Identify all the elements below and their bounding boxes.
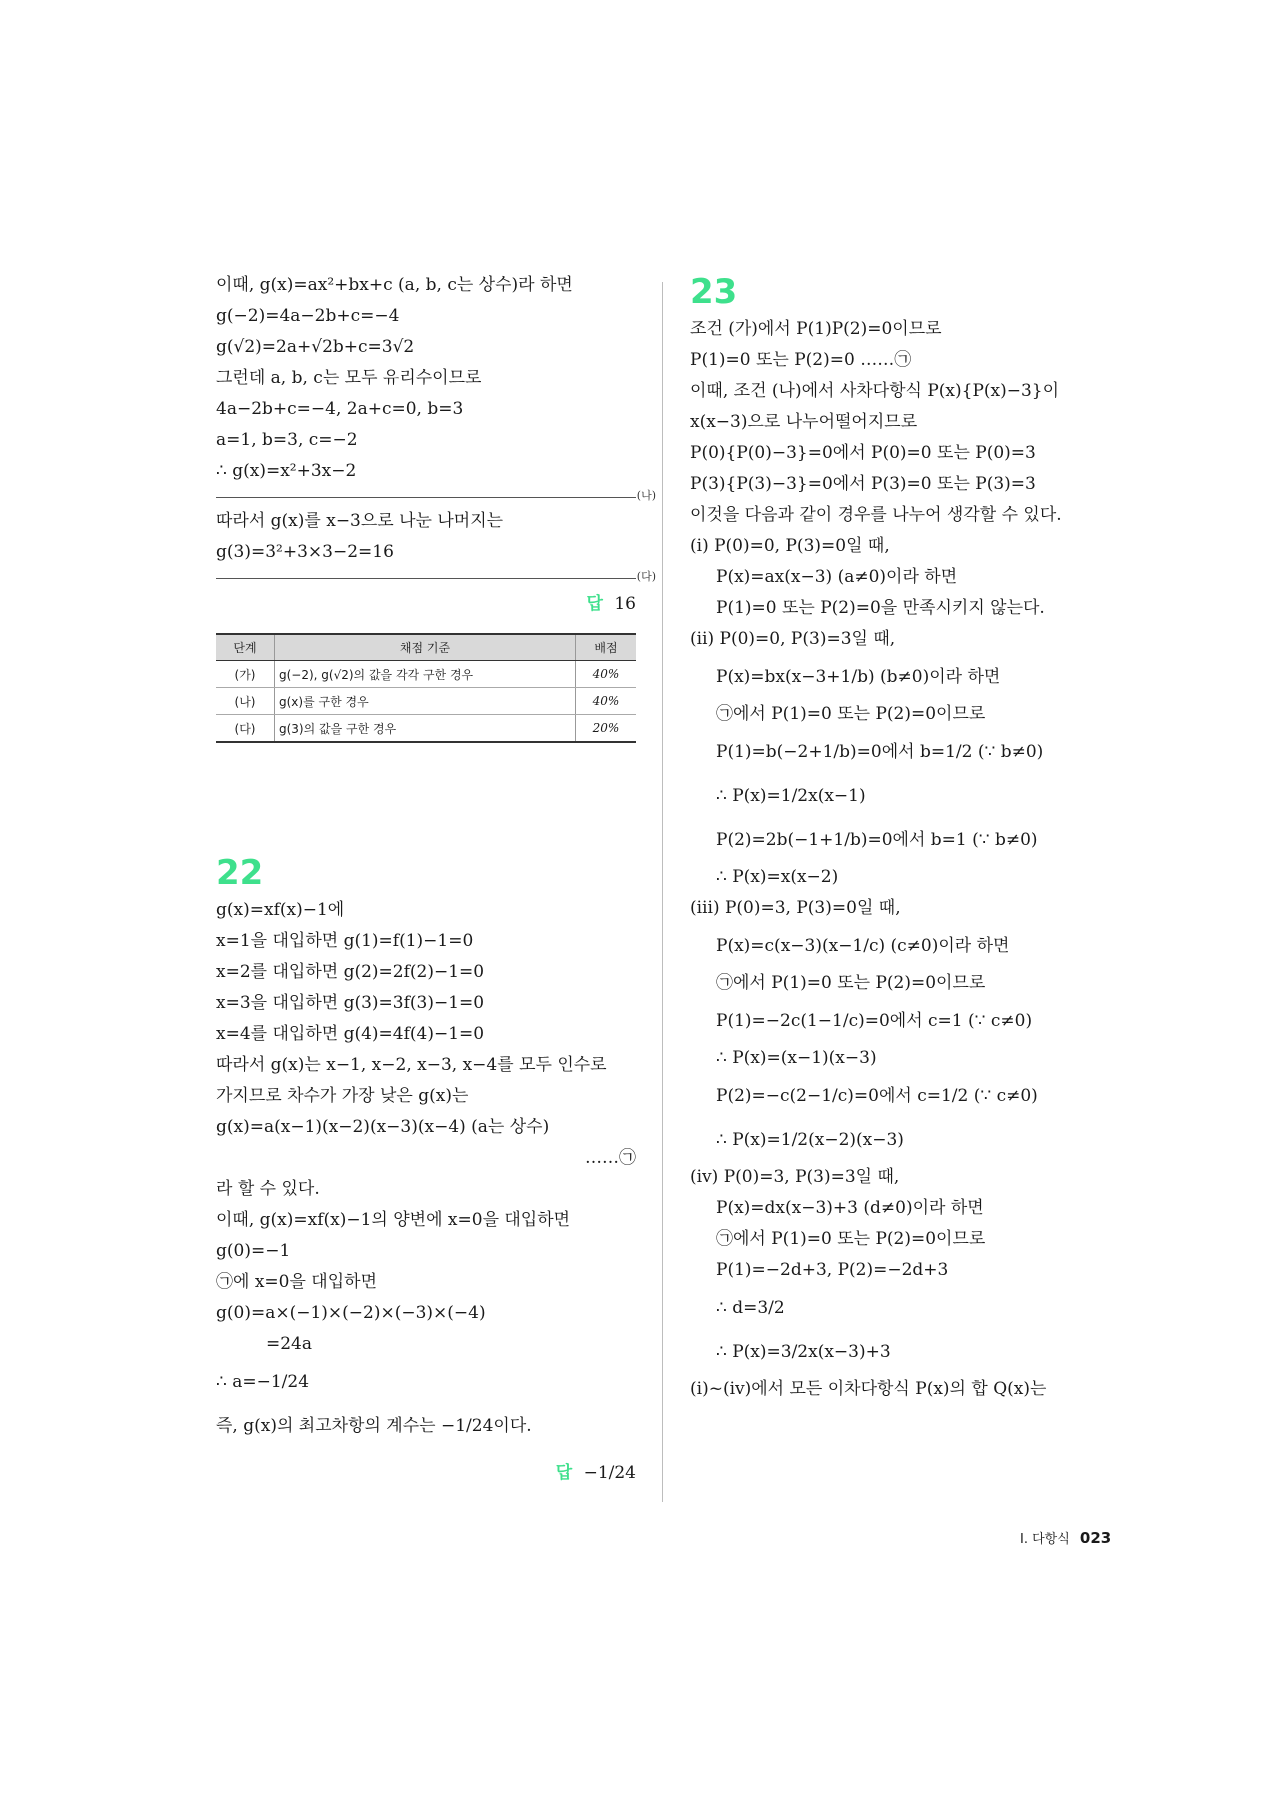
answer-label: 답 [555,1463,573,1483]
text-line: x=1을 대입하면 g(1)=f(1)−1=0 [216,931,474,951]
page-footer [1020,1528,1111,1547]
text-line: P(x)=c(x−3)(x−1/c) (c≠0)이라 하면 [716,936,1010,956]
text-line: ∴ d=3/2 [716,1298,785,1318]
text-line: ㉠에 x=0을 대입하면 [216,1272,377,1292]
text-line: 그런데 a, b, c는 모두 유리수이므로 [216,368,482,388]
table-cell: 40% [576,688,637,715]
text-line: ∴ P(x)=3/2x(x−3)+3 [716,1342,891,1362]
text-line: ∴ P(x)=x(x−2) [716,867,839,887]
text-line: P(1)=b(−2+1/b)=0에서 b=1/2 (∵ b≠0) [716,742,1044,762]
table-cell: (나) [216,688,275,715]
answer-22 [216,1456,636,1490]
text-line: x=4를 대입하면 g(4)=4f(4)−1=0 [216,1024,485,1044]
text-line: =24a [266,1334,313,1354]
table-header: 채점 기준 [275,634,576,661]
table-cell: (다) [216,715,275,743]
text-line: P(2)=−c(2−1/c)=0에서 c=1/2 (∵ c≠0) [716,1086,1038,1106]
left-column [216,270,656,1490]
text-line: (ⅰ)~(ⅳ)에서 모든 이차다항식 P(x)의 합 Q(x)는 [690,1379,1047,1399]
text-line: P(3){P(3)−3}=0에서 P(3)=0 또는 P(3)=3 [690,474,1036,494]
text-line: g(3)=3²+3×3−2=16 [216,542,394,562]
text-line: P(1)=0 또는 P(2)=0을 만족시키지 않는다. [716,598,1045,618]
text-line: P(1)=−2c(1−1/c)=0에서 c=1 (∵ c≠0) [716,1011,1033,1031]
problem-number: 23 [690,272,738,312]
text-line: ㉠에서 P(1)=0 또는 P(2)=0이므로 [716,1229,986,1249]
table-cell: (가) [216,661,275,688]
text-line: ㉠에서 P(1)=0 또는 P(2)=0이므로 [716,704,986,724]
text-line: g(0)=−1 [216,1241,291,1261]
column-divider [662,282,663,1502]
text-line: x=2를 대입하면 g(2)=2f(2)−1=0 [216,962,485,982]
text-line: 가지므로 차수가 가장 낮은 g(x)는 [216,1086,469,1106]
text-line: P(0){P(0)−3}=0에서 P(0)=0 또는 P(0)=3 [690,443,1036,463]
table-header: 단계 [216,634,275,661]
text-line: ∴ g(x)=x²+3x−2 [216,461,357,481]
problem-number: 22 [216,853,264,893]
text-line: g(−2)=4a−2b+c=−4 [216,306,400,326]
answer-21 [216,587,636,621]
table-cell: g(x)를 구한 경우 [275,688,576,715]
table-row [216,661,636,688]
text-line: a=1, b=3, c=−2 [216,430,358,450]
text-line: 조건 (가)에서 P(1)P(2)=0이므로 [690,319,942,339]
table-header: 배점 [576,634,637,661]
step-mark: (나) [636,489,656,502]
case-heading: (ⅱ) P(0)=0, P(3)=3일 때, [690,629,896,649]
text-line: ∴ P(x)=1/2(x−2)(x−3) [716,1130,904,1150]
table-row [216,688,636,715]
text-line: 라 할 수 있다. [216,1179,320,1199]
case-heading: (ⅰ) P(0)=0, P(3)=0일 때, [690,536,890,556]
text-line: 이때, g(x)=xf(x)−1의 양변에 x=0을 대입하면 [216,1210,571,1230]
text-line: ㉠에서 P(1)=0 또는 P(2)=0이므로 [716,973,986,993]
text-line: x=3을 대입하면 g(3)=3f(3)−1=0 [216,993,485,1013]
table-cell: g(−2), g(√2)의 값을 각각 구한 경우 [275,661,576,688]
right-column [690,270,1100,1405]
text-line: g(x)=xf(x)−1에 [216,900,345,920]
text-line: 따라서 g(x)를 x−3으로 나눈 나머지는 [216,511,504,531]
text-line: 이때, 조건 (나)에서 사차다항식 P(x){P(x)−3}이 [690,381,1060,401]
text-line: g(0)=a×(−1)×(−2)×(−3)×(−4) [216,1303,486,1323]
case-heading: (ⅲ) P(0)=3, P(3)=0일 때, [690,898,901,918]
text-line: P(2)=2b(−1+1/b)=0에서 b=1 (∵ b≠0) [716,830,1038,850]
scoring-table [216,633,636,743]
text-line: 즉, g(x)의 최고차항의 계수는 −1/24이다. [216,1416,532,1436]
table-cell: g(3)의 값을 구한 경우 [275,715,576,743]
text-line: P(x)=dx(x−3)+3 (d≠0)이라 하면 [716,1198,984,1218]
case-heading: (ⅳ) P(0)=3, P(3)=3일 때, [690,1167,900,1187]
text-line: P(1)=0 또는 P(2)=0 ……㉠ [690,350,912,370]
text-line: 이때, g(x)=ax²+bx+c (a, b, c는 상수)라 하면 [216,275,573,295]
text-line: 이것을 다음과 같이 경우를 나누어 생각할 수 있다. [690,505,1062,525]
table-cell: 40% [576,661,637,688]
text-line: ∴ a=−1/24 [216,1372,310,1392]
text-line: ∴ P(x)=(x−1)(x−3) [716,1048,877,1068]
step-separator [216,487,656,502]
equation-mark: ……㉠ [585,1148,636,1168]
answer-value: −1/24 [583,1463,636,1483]
text-line: P(1)=−2d+3, P(2)=−2d+3 [716,1260,949,1280]
text-line: x(x−3)으로 나누어떨어지므로 [690,412,918,432]
text-line: P(x)=bx(x−3+1/b) (b≠0)이라 하면 [716,667,1001,687]
text-line: g(√2)=2a+√2b+c=3√2 [216,337,415,357]
text-line: ∴ P(x)=1/2x(x−1) [716,786,866,806]
text-line: 따라서 g(x)는 x−1, x−2, x−3, x−4를 모두 인수로 [216,1055,607,1075]
answer-label: 답 [586,594,603,614]
page-number: 023 [1079,1529,1112,1547]
table-cell: 20% [576,715,637,743]
text-line: 4a−2b+c=−4, 2a+c=0, b=3 [216,399,464,419]
text-line: P(x)=ax(x−3) (a≠0)이라 하면 [716,567,958,587]
section-title: Ⅰ. 다항식 [1020,1532,1070,1547]
step-separator [216,568,656,583]
table-row [216,715,636,743]
answer-value: 16 [614,594,636,614]
step-mark: (다) [636,570,656,583]
text-line: g(x)=a(x−1)(x−2)(x−3)(x−4) (a는 상수) [216,1117,550,1137]
